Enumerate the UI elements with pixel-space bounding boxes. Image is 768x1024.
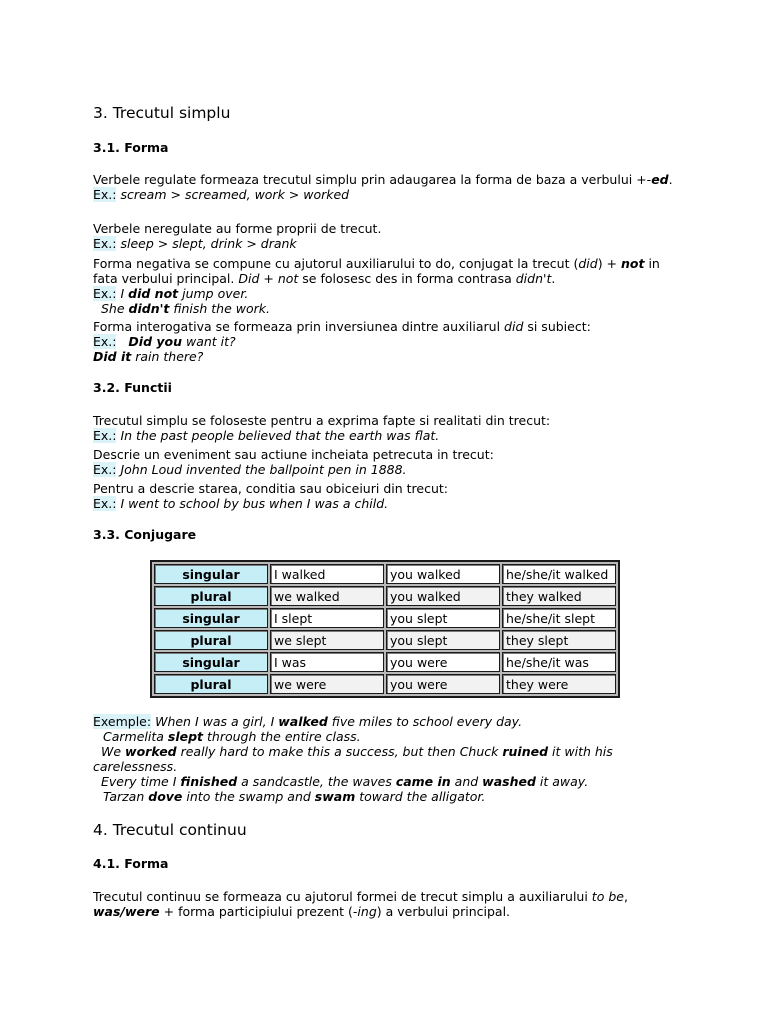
row-label: plural bbox=[154, 586, 268, 606]
example-label: Ex.: bbox=[93, 496, 117, 511]
table-cell: you were bbox=[386, 674, 500, 694]
table-row bbox=[154, 586, 616, 606]
section-title-trecutul-continuu: 4. Trecutul continuu bbox=[93, 821, 247, 839]
table-cell: you slept bbox=[386, 630, 500, 650]
subsection-title-forma: 3.1. Forma bbox=[93, 140, 169, 155]
example-label: Ex.: bbox=[93, 428, 117, 443]
paragraph-regular-verbs: Verbele regulate formeaza trecutul simplu prin adaugarea la forma de baza a verbului +-ed. Ex.: scream > screamed, work > worked bbox=[93, 172, 673, 202]
paragraph-interrogative-form: Forma interogativa se formeaza prin inversiunea dintre auxiliarul did si subiect: Ex.: Did you want it? Did it rain there? bbox=[93, 319, 591, 364]
row-label: plural bbox=[154, 674, 268, 694]
row-label: singular bbox=[154, 652, 268, 672]
subsection-title-functii: 3.2. Functii bbox=[93, 380, 172, 395]
table-cell: we were bbox=[270, 674, 384, 694]
table-cell: they walked bbox=[502, 586, 616, 606]
section-title-trecutul-simplu: 3. Trecutul simplu bbox=[93, 104, 231, 122]
example-label: Ex.: bbox=[93, 286, 117, 301]
table-cell: he/she/it walked bbox=[502, 564, 616, 584]
table-row bbox=[154, 652, 616, 672]
paragraph-negative-form: Forma negativa se compune cu ajutorul auxiliarului to do, conjugat la trecut (did) + not in fata verbului principal. Did + not se folosesc des in forma contrasa didn't. Ex.: I did not jump over. She didn't finish the work. bbox=[93, 256, 660, 316]
table-row bbox=[154, 674, 616, 694]
table-cell: you slept bbox=[386, 608, 500, 628]
table-cell: he/she/it was bbox=[502, 652, 616, 672]
table-row bbox=[154, 564, 616, 584]
table-cell: you walked bbox=[386, 586, 500, 606]
row-label: singular bbox=[154, 608, 268, 628]
example-label: Ex.: bbox=[93, 334, 117, 349]
table-row bbox=[154, 608, 616, 628]
table-cell: they were bbox=[502, 674, 616, 694]
table-cell: they slept bbox=[502, 630, 616, 650]
paragraph-function-event: Descrie un eveniment sau actiune incheiata petrecuta in trecut: Ex.: John Loud invented the ballpoint pen in 1888. bbox=[93, 447, 494, 477]
table-cell: I walked bbox=[270, 564, 384, 584]
subsection-title-forma-continuu: 4.1. Forma bbox=[93, 856, 169, 871]
row-label: plural bbox=[154, 630, 268, 650]
subsection-title-conjugare: 3.3. Conjugare bbox=[93, 527, 197, 542]
table-cell: we walked bbox=[270, 586, 384, 606]
table-cell: you walked bbox=[386, 564, 500, 584]
paragraph-continuous-form: Trecutul continuu se formeaza cu ajutorul formei de trecut simplu a auxiliarului to be, was/were + forma participiului prezent (-ing) a verbului principal. bbox=[93, 889, 628, 919]
paragraph-irregular-verbs: Verbele neregulate au forme proprii de trecut. Ex.: sleep > slept, drink > drank bbox=[93, 221, 382, 251]
table-cell: you were bbox=[386, 652, 500, 672]
table-cell: he/she/it slept bbox=[502, 608, 616, 628]
table-cell: I slept bbox=[270, 608, 384, 628]
paragraph-function-state: Pentru a descrie starea, conditia sau obiceiuri din trecut: Ex.: I went to school by bus when I was a child. bbox=[93, 481, 448, 511]
table-row bbox=[154, 630, 616, 650]
example-label: Ex.: bbox=[93, 236, 117, 251]
example-label: Ex.: bbox=[93, 462, 117, 477]
examples-block: Exemple: When I was a girl, I walked five miles to school every day. Carmelita slept through the entire class. We worked really hard to make this a success, but then Chuck ruined it with his carelessness. Every time I finished a sandcastle, the waves came in and washed it away. Tarzan dove into the swamp and swam toward the alligator. bbox=[93, 714, 613, 804]
paragraph-function-facts: Trecutul simplu se foloseste pentru a exprima fapte si realitati din trecut: Ex.: In the past people believed that the earth was flat. bbox=[93, 413, 551, 443]
table-cell: we slept bbox=[270, 630, 384, 650]
exemple-label: Exemple: bbox=[93, 714, 152, 729]
conjugation-table bbox=[150, 560, 620, 698]
table-cell: I was bbox=[270, 652, 384, 672]
row-label: singular bbox=[154, 564, 268, 584]
example-label: Ex.: bbox=[93, 187, 117, 202]
